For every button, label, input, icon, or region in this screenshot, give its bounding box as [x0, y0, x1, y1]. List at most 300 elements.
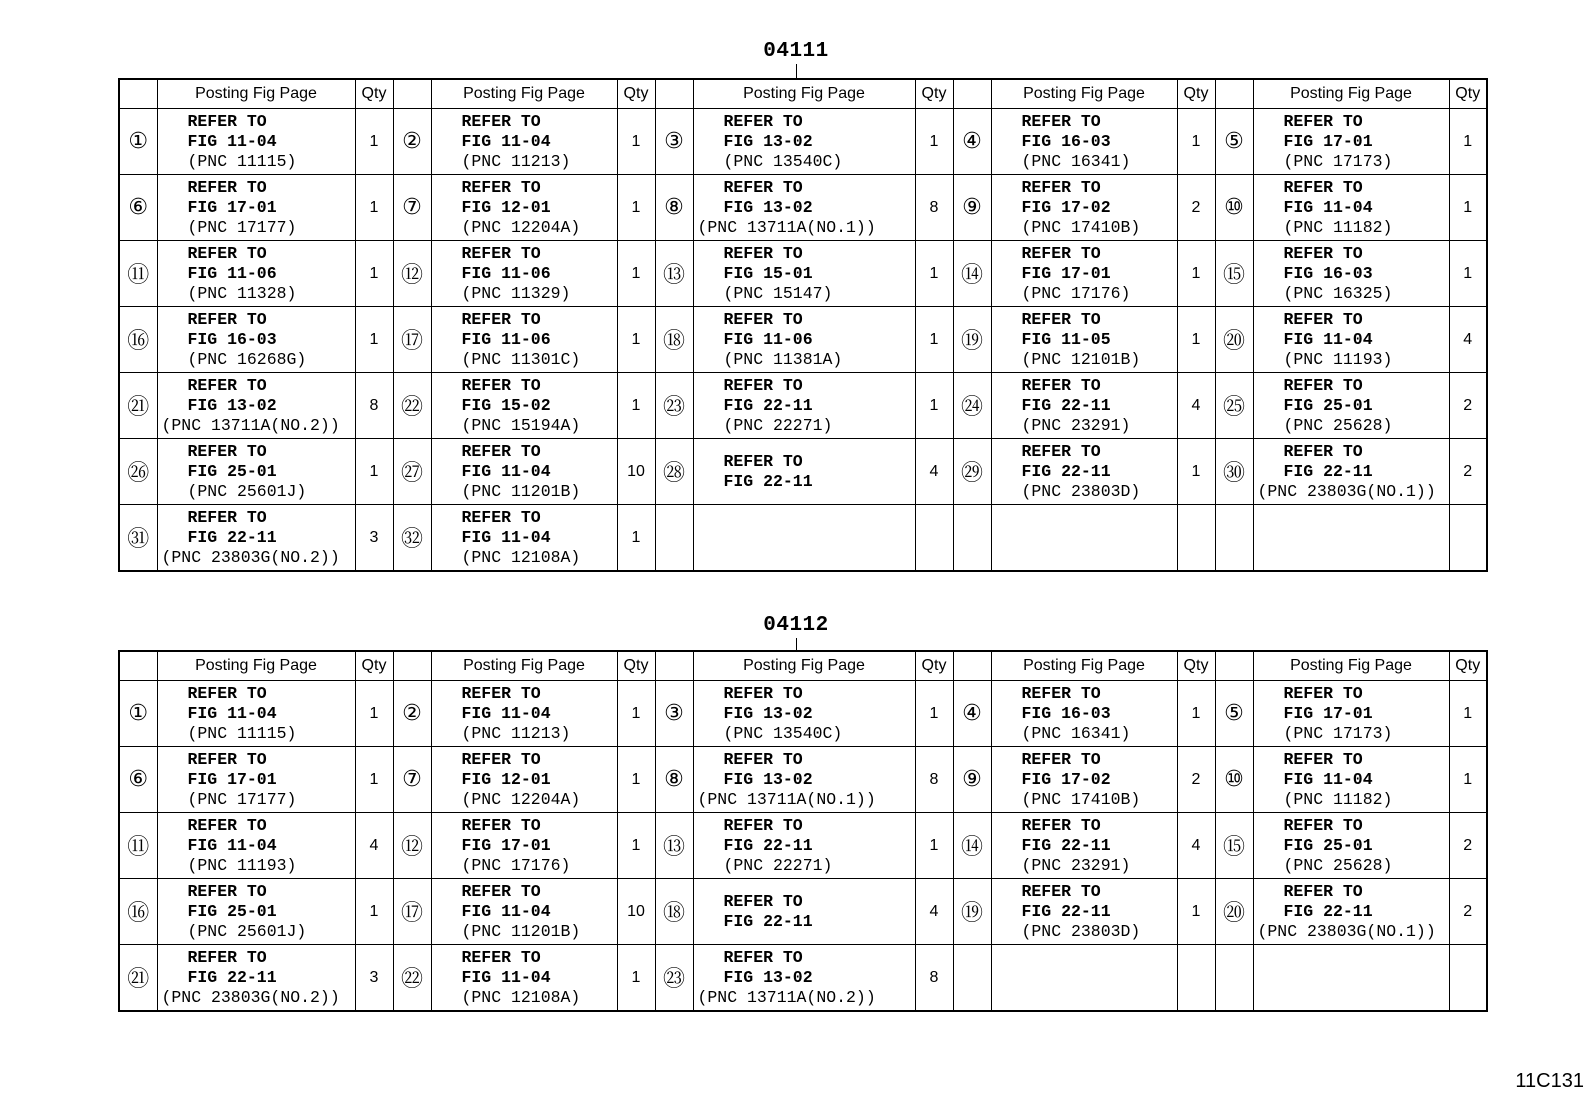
fig-page-line: FIG 11-06	[461, 263, 551, 283]
refer-text	[992, 750, 1177, 810]
fig-page-line: FIG 22-11	[723, 395, 813, 415]
posting-fig-page-cell	[157, 175, 355, 241]
pnc-line: (PNC 15194A)	[461, 415, 581, 435]
refer-to-line: REFER TO	[461, 749, 541, 769]
header-posting-fig-page: Posting Fig Page	[157, 651, 355, 681]
qty-cell: 1	[915, 241, 953, 307]
qty-cell: 1	[355, 747, 393, 813]
table-row	[119, 813, 1487, 879]
item-number: ①	[119, 109, 157, 175]
qty-cell: 1	[617, 307, 655, 373]
pnc-line: (PNC 23803G(NO.1))	[1257, 481, 1436, 501]
header-posting-fig-page: Posting Fig Page	[1253, 651, 1449, 681]
header-row	[119, 651, 1487, 681]
posting-fig-page-cell	[1253, 505, 1449, 572]
refer-text	[992, 376, 1177, 436]
refer-to-line: REFER TO	[461, 177, 541, 197]
item-number: ③	[655, 681, 693, 747]
fig-page-line: FIG 17-01	[1283, 131, 1373, 151]
posting-fig-page-cell	[157, 307, 355, 373]
pnc-line: (PNC 23803D)	[1021, 481, 1141, 501]
header-qty: Qty	[617, 79, 655, 109]
refer-text	[158, 244, 355, 304]
posting-fig-page-cell	[693, 109, 915, 175]
fig-page-line: FIG 17-02	[1021, 197, 1111, 217]
qty-cell: 1	[1449, 241, 1487, 307]
posting-fig-page-cell	[693, 879, 915, 945]
fig-page-line: FIG 17-01	[1021, 263, 1111, 283]
posting-fig-page-cell	[991, 175, 1177, 241]
fig-page-line: FIG 12-01	[461, 197, 551, 217]
item-number: ⑰	[393, 307, 431, 373]
item-number	[655, 505, 693, 572]
item-number: ⑥	[119, 747, 157, 813]
fig-page-line: FIG 22-11	[1021, 835, 1111, 855]
refer-to-line: REFER TO	[187, 507, 267, 527]
refer-to-line: REFER TO	[461, 441, 541, 461]
fig-page-line: FIG 15-02	[461, 395, 551, 415]
header-posting-fig-page: Posting Fig Page	[157, 79, 355, 109]
qty-cell: 2	[1449, 373, 1487, 439]
item-number: ㉖	[119, 439, 157, 505]
qty-cell: 3	[355, 945, 393, 1012]
refer-text	[992, 684, 1177, 744]
qty-cell: 1	[915, 109, 953, 175]
refer-to-line: REFER TO	[461, 507, 541, 527]
refer-text	[694, 452, 915, 492]
posting-fig-page-cell	[431, 945, 617, 1012]
posting-fig-page-cell	[693, 681, 915, 747]
header-qty: Qty	[915, 651, 953, 681]
pnc-line: (PNC 16341)	[1021, 151, 1131, 171]
item-number: ⑳	[1215, 879, 1253, 945]
refer-to-line: REFER TO	[723, 683, 803, 703]
header-num-cell	[393, 651, 431, 681]
fig-page-line: FIG 17-01	[1283, 703, 1373, 723]
refer-text	[694, 112, 915, 172]
posting-fig-page-cell	[157, 109, 355, 175]
item-number: ⑬	[655, 241, 693, 307]
refer-text	[432, 816, 617, 876]
item-number: ②	[393, 681, 431, 747]
refer-to-line: REFER TO	[461, 947, 541, 967]
refer-text	[432, 244, 617, 304]
posting-fig-page-cell	[991, 241, 1177, 307]
qty-cell: 4	[1449, 307, 1487, 373]
item-number: ②	[393, 109, 431, 175]
kit-code-leader-line	[796, 638, 797, 650]
kit-table	[118, 650, 1488, 1012]
qty-cell: 2	[1449, 439, 1487, 505]
pnc-line: (PNC 11381A)	[723, 349, 843, 369]
item-number: ⑪	[119, 813, 157, 879]
pnc-line: (PNC 11328)	[187, 283, 297, 303]
qty-cell: 1	[915, 373, 953, 439]
qty-cell: 10	[617, 439, 655, 505]
posting-fig-page-cell	[693, 307, 915, 373]
refer-to-line: REFER TO	[723, 891, 803, 911]
posting-fig-page-cell	[157, 945, 355, 1012]
item-number: ㉛	[119, 505, 157, 572]
refer-text	[158, 948, 355, 1008]
item-number: ⑧	[655, 175, 693, 241]
pnc-line: (PNC 11115)	[187, 723, 297, 743]
qty-cell: 4	[1177, 373, 1215, 439]
refer-text	[158, 178, 355, 238]
refer-text	[694, 310, 915, 370]
refer-to-line: REFER TO	[1021, 243, 1101, 263]
item-number: ㉓	[655, 945, 693, 1012]
header-posting-fig-page: Posting Fig Page	[693, 651, 915, 681]
item-number: ㉔	[953, 373, 991, 439]
refer-text	[1254, 178, 1449, 238]
kit-table	[118, 78, 1488, 572]
posting-fig-page-cell	[1253, 109, 1449, 175]
header-num-cell	[953, 651, 991, 681]
item-number: ㉑	[119, 945, 157, 1012]
qty-cell: 4	[1177, 813, 1215, 879]
fig-page-line: FIG 25-01	[187, 901, 277, 921]
header-num-cell	[119, 651, 157, 681]
fig-page-line: FIG 11-04	[461, 967, 551, 987]
posting-fig-page-cell	[431, 307, 617, 373]
item-number: ㉕	[1215, 373, 1253, 439]
refer-to-line: REFER TO	[723, 749, 803, 769]
pnc-line: (PNC 13711A(NO.2))	[161, 415, 340, 435]
item-number: ㉙	[953, 439, 991, 505]
fig-page-line: FIG 11-04	[461, 703, 551, 723]
header-num-cell	[655, 651, 693, 681]
table-row	[119, 175, 1487, 241]
item-number: ⑯	[119, 879, 157, 945]
item-number	[953, 505, 991, 572]
refer-text	[432, 442, 617, 502]
pnc-line: (PNC 17173)	[1283, 151, 1393, 171]
qty-cell: 2	[1449, 813, 1487, 879]
header-qty: Qty	[1449, 79, 1487, 109]
posting-fig-page-cell	[991, 879, 1177, 945]
qty-cell: 1	[1449, 747, 1487, 813]
pnc-line: (PNC 13540C)	[723, 723, 843, 743]
fig-page-line: FIG 11-04	[187, 131, 277, 151]
table-row	[119, 505, 1487, 572]
pnc-line: (PNC 12108A)	[461, 547, 581, 567]
fig-page-line: FIG 11-04	[187, 835, 277, 855]
refer-text	[694, 750, 915, 810]
qty-cell: 8	[915, 747, 953, 813]
qty-cell	[1177, 505, 1215, 572]
pnc-line: (PNC 11182)	[1283, 789, 1393, 809]
kit-code-label: 04111	[763, 40, 829, 63]
posting-fig-page-cell	[991, 945, 1177, 1012]
fig-page-line: FIG 11-06	[187, 263, 277, 283]
fig-page-line: FIG 16-03	[1021, 703, 1111, 723]
refer-to-line: REFER TO	[723, 243, 803, 263]
header-num-cell	[119, 79, 157, 109]
posting-fig-page-cell	[431, 505, 617, 572]
page-code: 11C131	[1515, 1070, 1584, 1092]
fig-page-line: FIG 13-02	[723, 197, 813, 217]
pnc-line: (PNC 13711A(NO.1))	[697, 789, 876, 809]
table-row	[119, 439, 1487, 505]
posting-fig-page-cell	[693, 439, 915, 505]
item-number: ㉗	[393, 439, 431, 505]
pnc-line: (PNC 11201B)	[461, 921, 581, 941]
refer-text	[158, 310, 355, 370]
pnc-line: (PNC 22271)	[723, 855, 833, 875]
refer-to-line: REFER TO	[1283, 441, 1363, 461]
posting-fig-page-cell	[693, 241, 915, 307]
refer-to-line: REFER TO	[461, 815, 541, 835]
refer-text	[992, 310, 1177, 370]
qty-cell: 1	[617, 241, 655, 307]
header-row	[119, 79, 1487, 109]
refer-text	[158, 508, 355, 568]
refer-to-line: REFER TO	[187, 441, 267, 461]
fig-page-line: FIG 22-11	[1283, 461, 1373, 481]
fig-page-line: FIG 22-11	[723, 835, 813, 855]
qty-cell: 1	[617, 813, 655, 879]
pnc-line: (PNC 17173)	[1283, 723, 1393, 743]
pnc-line: (PNC 11329)	[461, 283, 571, 303]
posting-fig-page-cell	[991, 813, 1177, 879]
posting-fig-page-cell	[1253, 175, 1449, 241]
fig-page-line: FIG 11-06	[723, 329, 813, 349]
pnc-line: (PNC 25628)	[1283, 415, 1393, 435]
refer-to-line: REFER TO	[187, 815, 267, 835]
item-number: ⑦	[393, 747, 431, 813]
qty-cell: 1	[915, 813, 953, 879]
refer-to-line: REFER TO	[723, 309, 803, 329]
fig-page-line: FIG 25-01	[187, 461, 277, 481]
qty-cell: 2	[1177, 747, 1215, 813]
pnc-line: (PNC 22271)	[723, 415, 833, 435]
item-number: ㉒	[393, 373, 431, 439]
pnc-line: (PNC 11213)	[461, 151, 571, 171]
refer-text	[432, 948, 617, 1008]
pnc-line: (PNC 23803D)	[1021, 921, 1141, 941]
refer-to-line: REFER TO	[1283, 309, 1363, 329]
refer-to-line: REFER TO	[1283, 111, 1363, 131]
posting-fig-page-cell	[157, 505, 355, 572]
qty-cell: 8	[355, 373, 393, 439]
fig-page-line: FIG 11-04	[1283, 329, 1373, 349]
posting-fig-page-cell	[1253, 813, 1449, 879]
refer-to-line: REFER TO	[1283, 683, 1363, 703]
item-number: ⑫	[393, 813, 431, 879]
posting-fig-page-cell	[693, 813, 915, 879]
fig-page-line: FIG 17-01	[187, 197, 277, 217]
posting-fig-page-cell	[157, 813, 355, 879]
posting-fig-page-cell	[157, 747, 355, 813]
posting-fig-page-cell	[693, 373, 915, 439]
refer-text	[1254, 112, 1449, 172]
item-number: ⑭	[953, 813, 991, 879]
table-row	[119, 241, 1487, 307]
qty-cell: 10	[617, 879, 655, 945]
table-row	[119, 109, 1487, 175]
posting-fig-page-cell	[693, 505, 915, 572]
item-number: ⑨	[953, 175, 991, 241]
header-num-cell	[1215, 79, 1253, 109]
refer-to-line: REFER TO	[1283, 375, 1363, 395]
refer-to-line: REFER TO	[187, 375, 267, 395]
pnc-line: (PNC 15147)	[723, 283, 833, 303]
item-number: ⑭	[953, 241, 991, 307]
refer-to-line: REFER TO	[187, 749, 267, 769]
refer-to-line: REFER TO	[1283, 881, 1363, 901]
item-number: ⑩	[1215, 175, 1253, 241]
refer-to-line: REFER TO	[461, 683, 541, 703]
fig-page-line: FIG 22-11	[187, 527, 277, 547]
refer-text	[694, 684, 915, 744]
refer-to-line: REFER TO	[461, 375, 541, 395]
qty-cell: 1	[617, 175, 655, 241]
qty-cell: 4	[915, 439, 953, 505]
pnc-line: (PNC 17177)	[187, 217, 297, 237]
refer-to-line: REFER TO	[187, 309, 267, 329]
item-number	[1215, 505, 1253, 572]
refer-text	[992, 882, 1177, 942]
item-number: ⑤	[1215, 109, 1253, 175]
refer-to-line: REFER TO	[1021, 815, 1101, 835]
refer-text	[1254, 750, 1449, 810]
refer-text	[158, 376, 355, 436]
refer-text	[1254, 376, 1449, 436]
item-number: ⑩	[1215, 747, 1253, 813]
fig-page-line: FIG 25-01	[1283, 835, 1373, 855]
header-qty: Qty	[617, 651, 655, 681]
item-number: ⑦	[393, 175, 431, 241]
pnc-line: (PNC 11193)	[1283, 349, 1393, 369]
refer-text	[158, 750, 355, 810]
item-number: ㉘	[655, 439, 693, 505]
header-posting-fig-page: Posting Fig Page	[1253, 79, 1449, 109]
refer-to-line: REFER TO	[1021, 881, 1101, 901]
posting-fig-page-cell	[431, 241, 617, 307]
refer-text	[158, 684, 355, 744]
posting-fig-page-cell	[1253, 241, 1449, 307]
posting-fig-page-cell	[1253, 945, 1449, 1012]
item-number: ⑥	[119, 175, 157, 241]
posting-fig-page-cell	[693, 175, 915, 241]
item-number	[953, 945, 991, 1012]
posting-fig-page-cell	[991, 439, 1177, 505]
qty-cell	[915, 505, 953, 572]
posting-fig-page-cell	[1253, 439, 1449, 505]
pnc-line: (PNC 17410B)	[1021, 789, 1141, 809]
fig-page-line: FIG 22-11	[1021, 901, 1111, 921]
fig-page-line: FIG 22-11	[723, 471, 813, 491]
fig-page-line: FIG 16-03	[1021, 131, 1111, 151]
posting-fig-page-cell	[431, 439, 617, 505]
qty-cell: 8	[915, 945, 953, 1012]
refer-text	[694, 948, 915, 1008]
item-number: ⑱	[655, 879, 693, 945]
qty-cell: 1	[355, 307, 393, 373]
qty-cell: 3	[355, 505, 393, 572]
refer-text	[1254, 442, 1449, 502]
header-posting-fig-page: Posting Fig Page	[693, 79, 915, 109]
refer-to-line: REFER TO	[187, 947, 267, 967]
posting-fig-page-cell	[991, 307, 1177, 373]
refer-to-line: REFER TO	[187, 111, 267, 131]
refer-to-line: REFER TO	[187, 683, 267, 703]
pnc-line: (PNC 17410B)	[1021, 217, 1141, 237]
header-qty: Qty	[1177, 79, 1215, 109]
refer-to-line: REFER TO	[187, 177, 267, 197]
refer-to-line: REFER TO	[1021, 749, 1101, 769]
table-row	[119, 879, 1487, 945]
posting-fig-page-cell	[431, 879, 617, 945]
posting-fig-page-cell	[991, 109, 1177, 175]
item-number: ㉑	[119, 373, 157, 439]
refer-to-line: REFER TO	[723, 111, 803, 131]
refer-text	[992, 244, 1177, 304]
qty-cell: 1	[355, 879, 393, 945]
posting-fig-page-cell	[431, 109, 617, 175]
refer-to-line: REFER TO	[1283, 749, 1363, 769]
refer-text	[158, 112, 355, 172]
refer-to-line: REFER TO	[723, 947, 803, 967]
qty-cell: 1	[1177, 307, 1215, 373]
header-qty: Qty	[355, 79, 393, 109]
qty-cell: 1	[1177, 241, 1215, 307]
pnc-line: (PNC 13540C)	[723, 151, 843, 171]
qty-cell: 1	[617, 109, 655, 175]
fig-page-line: FIG 11-06	[461, 329, 551, 349]
fig-page-line: FIG 13-02	[723, 703, 813, 723]
refer-text	[992, 178, 1177, 238]
qty-cell: 1	[1449, 681, 1487, 747]
item-number: ⑮	[1215, 241, 1253, 307]
posting-fig-page-cell	[157, 681, 355, 747]
item-number: ⑳	[1215, 307, 1253, 373]
posting-fig-page-cell	[157, 439, 355, 505]
header-posting-fig-page: Posting Fig Page	[991, 79, 1177, 109]
posting-fig-page-cell	[1253, 307, 1449, 373]
fig-page-line: FIG 22-11	[187, 967, 277, 987]
table-row	[119, 373, 1487, 439]
header-qty: Qty	[1177, 651, 1215, 681]
posting-fig-page-cell	[1253, 681, 1449, 747]
qty-cell: 4	[915, 879, 953, 945]
qty-cell: 4	[355, 813, 393, 879]
qty-cell: 1	[617, 373, 655, 439]
header-num-cell	[393, 79, 431, 109]
pnc-line: (PNC 13711A(NO.2))	[697, 987, 876, 1007]
item-number: ⑰	[393, 879, 431, 945]
qty-cell: 1	[1449, 109, 1487, 175]
refer-to-line: REFER TO	[723, 815, 803, 835]
header-posting-fig-page: Posting Fig Page	[431, 651, 617, 681]
posting-fig-page-cell	[991, 505, 1177, 572]
posting-fig-page-cell	[1253, 747, 1449, 813]
refer-text	[432, 310, 617, 370]
item-number: ③	[655, 109, 693, 175]
fig-page-line: FIG 11-05	[1021, 329, 1111, 349]
pnc-line: (PNC 17177)	[187, 789, 297, 809]
refer-to-line: REFER TO	[1021, 309, 1101, 329]
posting-fig-page-cell	[1253, 879, 1449, 945]
item-number: ⑪	[119, 241, 157, 307]
qty-cell: 1	[1177, 681, 1215, 747]
item-number: ⑧	[655, 747, 693, 813]
refer-text	[694, 178, 915, 238]
pnc-line: (PNC 13711A(NO.1))	[697, 217, 876, 237]
refer-text	[432, 508, 617, 568]
posting-fig-page-cell	[431, 175, 617, 241]
